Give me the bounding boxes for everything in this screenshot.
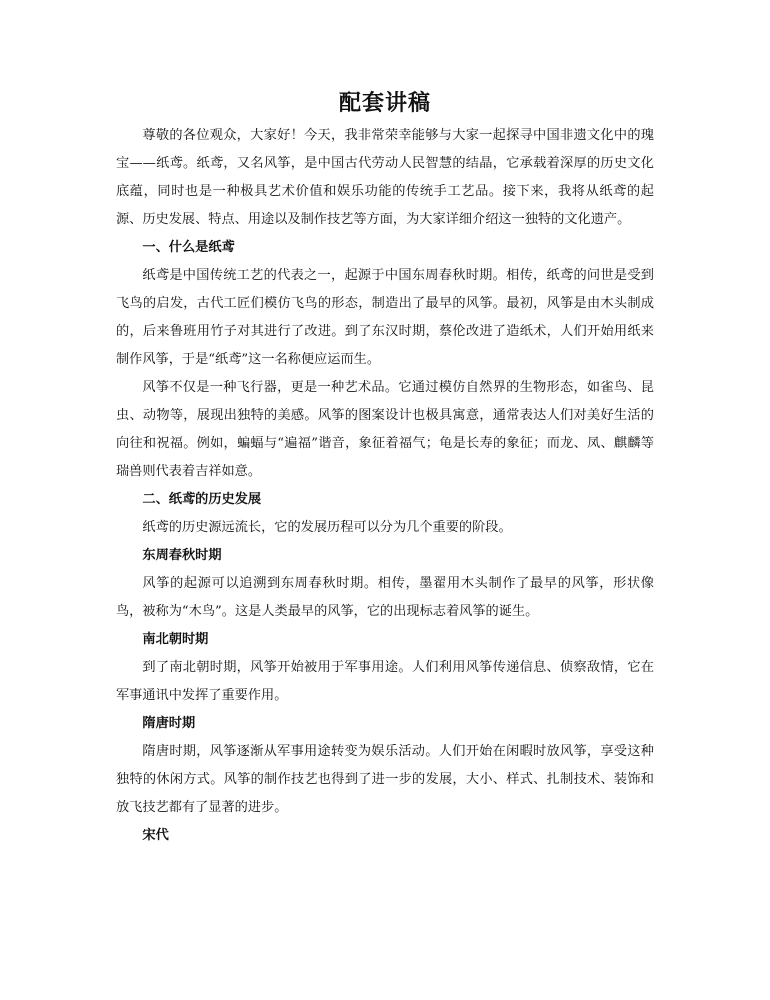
document-page (116, 88, 654, 850)
paragraph-history-intro: 纸鸢的历史源远流长，它的发展历程可以分为几个重要的阶段。 (142, 520, 512, 535)
paragraph-sui-tang: 隋唐时期，风筝逐渐从军事用途转变为娱乐活动。人们开始在闲暇时放风筝，享受这种独特的休闲方式。风筝的制作技艺也得到了进一步的发展，大小、样式、扎制技术、装饰和放飞技艺都有了显著的进步。 (116, 744, 654, 815)
subheading-eastern-zhou: 东周春秋时期 (142, 548, 222, 563)
subheading-southern-northern: 南北朝时期 (142, 632, 209, 647)
subheading-song: 宋代 (142, 828, 169, 843)
section-heading-what-is-kite: 一、什么是纸鸢 (142, 240, 235, 255)
subheading-sui-tang: 隋唐时期 (142, 716, 196, 731)
paragraph-southern-northern: 到了南北朝时期，风筝开始被用于军事用途。人们利用风筝传递信息、侦察敌情，它在军事通讯中发挥了重要作用。 (116, 660, 654, 703)
intro-paragraph: 尊敬的各位观众，大家好！今天，我非常荣幸能够与大家一起探寻中国非遗文化中的瑰宝——纸鸢。纸鸢，又名风筝，是中国古代劳动人民智慧的结晶，它承载着深厚的历史文化底蕴，同时也是一种极具艺术价值和娱乐功能的传统手工艺品。接下来，我将从纸鸢的起源、历史发展、特点、用途以及制作技艺等方面，为大家详细介绍这一独特的文化遗产。 (116, 128, 654, 227)
section-heading-history: 二、纸鸢的历史发展 (142, 492, 262, 507)
paragraph-art: 风筝不仅是一种飞行器，更是一种艺术品。它通过模仿自然界的生物形态，如雀鸟、昆虫、动物等，展现出独特的美感。风筝的图案设计也极具寓意，通常表达人们对美好生活的向往和祝福。例如，蝙蝠与“遍福”谐音，象征着福气；龟是长寿的象征；而龙、凤、麒麟等瑞兽则代表着吉祥如意。 (116, 380, 654, 479)
document-title: 配套讲稿 (338, 90, 431, 116)
paragraph-eastern-zhou: 风筝的起源可以追溯到东周春秋时期。相传，墨翟用木头制作了最早的风筝，形状像鸟，被称为“木鸟”。这是人类最早的风筝，它的出现标志着风筝的诞生。 (116, 576, 654, 619)
paragraph-origin: 纸鸢是中国传统工艺的代表之一，起源于中国东周春秋时期。相传，纸鸢的问世是受到飞鸟的启发，古代工匠们模仿飞鸟的形态，制造出了最早的风筝。最初，风筝是由木头制成的，后来鲁班用竹子对其进行了改进。到了东汉时期，蔡伦改进了造纸术，人们开始用纸来制作风筝，于是“纸鸢”这一名称便应运而生。 (116, 268, 654, 367)
